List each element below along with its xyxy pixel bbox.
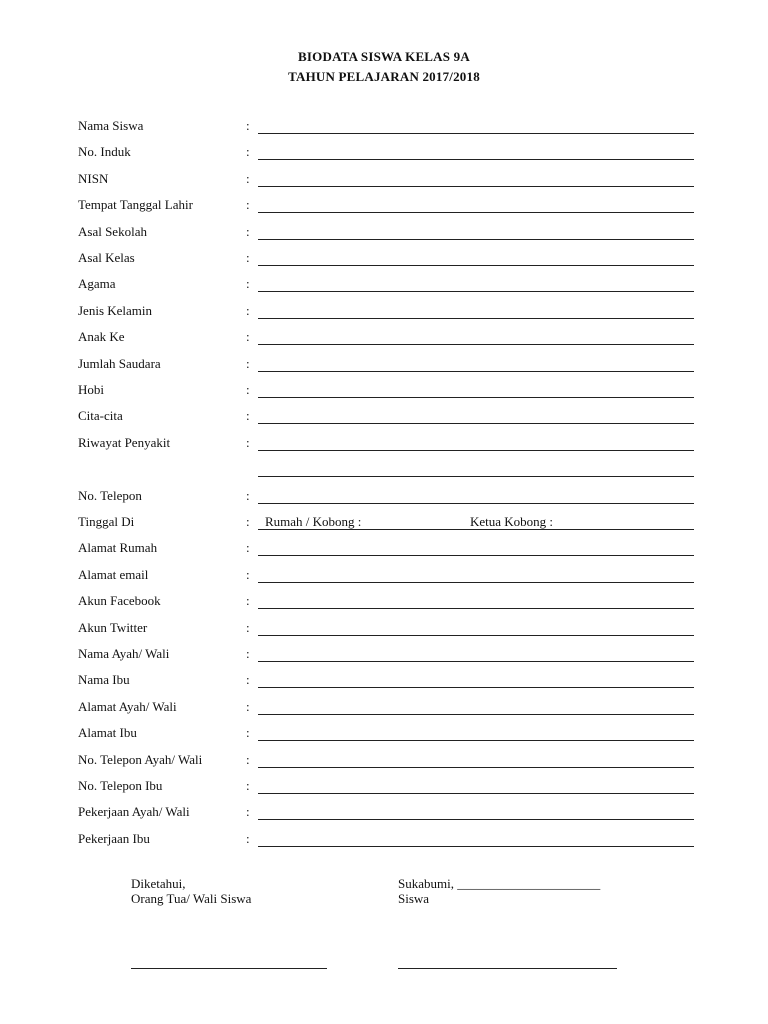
field-colon: : <box>246 830 250 846</box>
form-row <box>0 567 768 593</box>
student-label: Siswa <box>398 891 430 906</box>
field-label: Tempat Tanggal Lahir <box>78 197 193 213</box>
field-label: Nama Siswa <box>78 118 144 133</box>
field-label: Pekerjaan Ayah/ Wali <box>78 804 190 820</box>
form-row <box>0 831 768 857</box>
field-input-line[interactable] <box>258 476 694 477</box>
form-row <box>0 329 768 355</box>
field-label: Tinggal Di <box>78 514 135 529</box>
field-colon: : <box>246 144 250 160</box>
field-input-line[interactable] <box>258 635 694 636</box>
field-colon: : <box>246 223 250 239</box>
form-row <box>0 804 768 830</box>
field-input-line[interactable] <box>258 318 694 319</box>
field-colon: : <box>246 250 250 265</box>
field-label: Jumlah Saudara <box>78 355 161 371</box>
field-label: No. Telepon <box>78 487 142 503</box>
field-colon: : <box>246 593 250 609</box>
field-colon: : <box>246 672 250 688</box>
field-colon: : <box>246 487 250 503</box>
field-label: Riwayat Penyakit <box>78 434 171 450</box>
form-row <box>0 382 768 408</box>
form-row <box>0 593 768 619</box>
field-colon: : <box>246 619 250 635</box>
field-label: Nama Ayah/ Wali <box>78 646 170 661</box>
field-colon: : <box>246 276 250 292</box>
field-input-line[interactable] <box>258 714 694 715</box>
field-input-line[interactable] <box>258 608 694 609</box>
form-row <box>0 461 768 487</box>
field-colon: : <box>246 778 250 793</box>
field-label: Alamat Ayah/ Wali <box>78 698 177 714</box>
parent-signature-line[interactable] <box>131 968 327 969</box>
known-by-label: Diketahui, <box>131 876 186 891</box>
field-input-line[interactable] <box>258 423 694 424</box>
field-label: Pekerjaan Ibu <box>78 830 150 846</box>
form-row <box>0 276 768 302</box>
field-input-line[interactable] <box>258 503 694 504</box>
field-label: No. Induk <box>78 144 131 160</box>
field-input-line[interactable] <box>258 239 694 240</box>
field-label: Akun Twitter <box>78 619 148 635</box>
student-signature-line[interactable] <box>398 968 617 969</box>
field-input-line[interactable] <box>258 582 694 583</box>
field-label: NISN <box>78 170 109 186</box>
field-input-line[interactable] <box>258 555 694 556</box>
field-colon: : <box>246 302 250 318</box>
field-colon: : <box>246 540 250 556</box>
field-colon: : <box>246 118 250 133</box>
field-colon: : <box>246 382 250 397</box>
field-colon: : <box>246 514 250 529</box>
field-colon: : <box>246 646 250 661</box>
field-input-line[interactable] <box>258 450 694 451</box>
field-label: Hobi <box>78 382 104 397</box>
field-label: Cita-cita <box>78 408 123 424</box>
field-label: Jenis Kelamin <box>78 302 153 318</box>
form-row <box>0 118 768 144</box>
place-date-label: Sukabumi, ______________________ <box>398 876 601 891</box>
form-row <box>0 488 768 514</box>
field-input-line[interactable] <box>258 291 694 292</box>
field-input-line[interactable] <box>258 529 694 530</box>
field-input-line[interactable] <box>258 344 694 345</box>
field-colon: : <box>246 804 250 820</box>
form-row <box>0 540 768 566</box>
form-row <box>0 672 768 698</box>
form-row <box>0 514 768 540</box>
field-label: Alamat email <box>78 566 149 582</box>
field-label: Agama <box>78 276 116 292</box>
field-label: Asal Sekolah <box>78 223 147 239</box>
field-colon: : <box>246 698 250 714</box>
field-label: Alamat Rumah <box>78 540 158 556</box>
field-input-line[interactable] <box>258 133 694 134</box>
field-input-line[interactable] <box>258 846 694 847</box>
field-input-line[interactable] <box>258 767 694 768</box>
page-title: BIODATA SISWA KELAS 9A <box>298 49 470 64</box>
field-colon: : <box>246 408 250 424</box>
field-label: No. Telepon Ayah/ Wali <box>78 751 203 767</box>
field-label: Akun Facebook <box>78 593 161 609</box>
field-input-line[interactable] <box>258 819 694 820</box>
field-colon: : <box>246 751 250 767</box>
form-row <box>0 646 768 672</box>
field-label: No. Telepon Ibu <box>78 778 163 793</box>
field-input-line[interactable] <box>258 371 694 372</box>
form-row <box>0 435 768 461</box>
field-input-line[interactable] <box>258 186 694 187</box>
field-colon: : <box>246 434 250 450</box>
form-row <box>0 699 768 725</box>
parent-guardian-label: Orang Tua/ Wali Siswa <box>131 891 252 906</box>
field-colon: : <box>246 170 250 186</box>
form-row <box>0 778 768 804</box>
form-row <box>0 752 768 778</box>
form-row <box>0 303 768 329</box>
form-row <box>0 408 768 434</box>
form-row <box>0 725 768 751</box>
field-label: Alamat Ibu <box>78 725 137 741</box>
form-row <box>0 356 768 382</box>
field-colon: : <box>246 355 250 371</box>
field-input-line[interactable] <box>258 265 694 266</box>
field-input-line[interactable] <box>258 793 694 794</box>
field-input-line[interactable] <box>258 740 694 741</box>
field-label: Anak Ke <box>78 329 125 345</box>
field-input-line[interactable] <box>258 661 694 662</box>
form-row <box>0 224 768 250</box>
field-input-line[interactable] <box>258 159 694 160</box>
field-colon: : <box>246 725 250 741</box>
form-row <box>0 620 768 646</box>
field-input-line[interactable] <box>258 212 694 213</box>
form-row <box>0 250 768 276</box>
field-input-line[interactable] <box>258 397 694 398</box>
field-label: Nama Ibu <box>78 672 130 688</box>
field-colon: : <box>246 566 250 582</box>
form-row <box>0 144 768 170</box>
field-colon: : <box>246 197 250 213</box>
field-colon: : <box>246 329 250 345</box>
residence-sublabel: Rumah / Kobong : <box>265 514 362 529</box>
field-label: Asal Kelas <box>78 250 135 265</box>
field-input-line[interactable] <box>258 687 694 688</box>
page-subtitle: TAHUN PELAJARAN 2017/2018 <box>288 69 480 84</box>
form-row <box>0 171 768 197</box>
form-row <box>0 197 768 223</box>
dorm-head-sublabel: Ketua Kobong : <box>470 514 554 529</box>
